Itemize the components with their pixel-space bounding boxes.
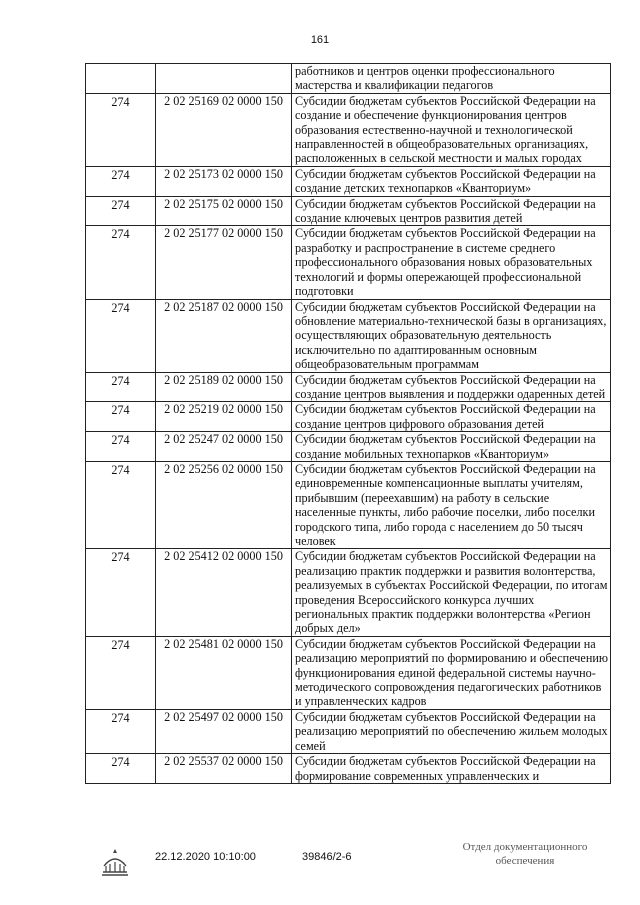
table-row (86, 549, 611, 636)
budget-code-cell: 2 02 25497 02 0000 150 (156, 709, 292, 753)
budget-code-table (85, 63, 611, 784)
description-cell: Субсидии бюджетам субъектов Российской Федерации на реализацию мероприятий по обеспечению жильем молодых семей (292, 709, 611, 753)
row-number-cell: 274 (86, 461, 156, 548)
description-cell: Субсидии бюджетам субъектов Российской Федерации на создание ключевых центров развития детей (292, 196, 611, 226)
document-logo-icon (99, 846, 131, 878)
table-row (86, 196, 611, 226)
description-cell: Субсидии бюджетам субъектов Российской Федерации на обновление материально-технической базы в организациях, осуществляющих образовательную деятельность исключительно по адаптированным основным общеобразовательным программам (292, 299, 611, 372)
budget-code-cell: 2 02 25169 02 0000 150 (156, 93, 292, 166)
footer-datetime: 22.12.2020 10:10:00 (155, 851, 256, 863)
row-number-cell: 274 (86, 432, 156, 462)
budget-code-cell (156, 64, 292, 94)
budget-code-cell: 2 02 25256 02 0000 150 (156, 461, 292, 548)
footer-stamp-line2: обеспечения (495, 855, 555, 867)
table-row (86, 432, 611, 462)
row-number-cell: 274 (86, 93, 156, 166)
row-number-cell: 274 (86, 709, 156, 753)
row-number-cell: 274 (86, 226, 156, 299)
description-cell: Субсидии бюджетам субъектов Российской Федерации на создание и обеспечение функционирования центров образования естественно-научной и технологической направленностей в общеобразовательных организациях, расположенных в сельской местности и малых городах (292, 93, 611, 166)
table-body (86, 64, 611, 784)
footer-stamp (440, 840, 610, 868)
budget-code-cell: 2 02 25537 02 0000 150 (156, 754, 292, 784)
table-row (86, 93, 611, 166)
table-row (86, 372, 611, 402)
description-cell: Субсидии бюджетам субъектов Российской Федерации на создание центров выявления и поддержки одаренных детей (292, 372, 611, 402)
row-number-cell: 274 (86, 196, 156, 226)
row-number-cell: 274 (86, 166, 156, 196)
description-cell: Субсидии бюджетам субъектов Российской Федерации на создание центров цифрового образования детей (292, 402, 611, 432)
row-number-cell (86, 64, 156, 94)
description-cell: Субсидии бюджетам субъектов Российской Федерации на единовременные компенсационные выплаты учителям, прибывшим (переехавшим) на работу в сельские населенные пункты, либо рабочие поселки, либо поселки городского типа, либо города с населением до 50 тысяч человек (292, 461, 611, 548)
footer-stamp-line1: Отдел документационного (462, 841, 588, 853)
budget-code-cell: 2 02 25481 02 0000 150 (156, 636, 292, 709)
table-row (86, 299, 611, 372)
budget-code-cell: 2 02 25247 02 0000 150 (156, 432, 292, 462)
description-cell: Субсидии бюджетам субъектов Российской Федерации на реализацию практик поддержки и развития волонтерства, реализуемых в субъектах Российской Федерации, по итогам проведения Всероссийского конкурса лучших региональных практик поддержки волонтерства «Регион добрых дел» (292, 549, 611, 636)
budget-code-cell: 2 02 25412 02 0000 150 (156, 549, 292, 636)
table-row (86, 402, 611, 432)
budget-code-cell: 2 02 25173 02 0000 150 (156, 166, 292, 196)
table-row (86, 754, 611, 784)
table-row (86, 709, 611, 753)
page-number: 161 (310, 34, 330, 46)
description-cell: Субсидии бюджетам субъектов Российской Федерации на разработку и распространение в системе среднего профессионального образования новых образовательных технологий и формы опережающей профессиональной подготовки (292, 226, 611, 299)
description-cell: Субсидии бюджетам субъектов Российской Федерации на создание мобильных технопарков «Кванториум» (292, 432, 611, 462)
row-number-cell: 274 (86, 754, 156, 784)
budget-code-cell: 2 02 25219 02 0000 150 (156, 402, 292, 432)
description-cell: работников и центров оценки профессионального мастерства и квалификации педагогов (292, 64, 611, 94)
description-cell: Субсидии бюджетам субъектов Российской Федерации на формирование современных управленческих и (292, 754, 611, 784)
row-number-cell: 274 (86, 299, 156, 372)
table-row (86, 166, 611, 196)
table-row (86, 226, 611, 299)
budget-code-cell: 2 02 25187 02 0000 150 (156, 299, 292, 372)
footer-document-code: 39846/2-6 (302, 851, 352, 863)
row-number-cell: 274 (86, 402, 156, 432)
budget-code-cell: 2 02 25189 02 0000 150 (156, 372, 292, 402)
description-cell: Субсидии бюджетам субъектов Российской Федерации на реализацию мероприятий по формированию и обеспечению функционирования единой федеральной системы научно-методического сопровождения педагогических работников и управленческих кадров (292, 636, 611, 709)
row-number-cell: 274 (86, 549, 156, 636)
row-number-cell: 274 (86, 636, 156, 709)
table-row (86, 636, 611, 709)
table-row (86, 461, 611, 548)
description-cell: Субсидии бюджетам субъектов Российской Федерации на создание детских технопарков «Кванториум» (292, 166, 611, 196)
row-number-cell: 274 (86, 372, 156, 402)
budget-code-cell: 2 02 25175 02 0000 150 (156, 196, 292, 226)
table-row (86, 64, 611, 94)
budget-code-cell: 2 02 25177 02 0000 150 (156, 226, 292, 299)
